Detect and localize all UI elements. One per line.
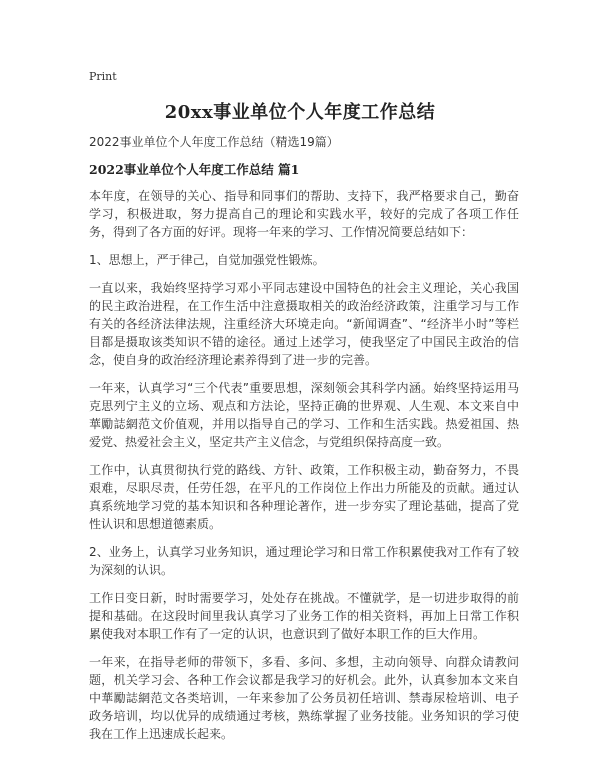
paragraph-point-2: 2、业务上，认真学习业务知识，通过理论学习和日常工作积累使我对工作有了较为深刻的认识。: [89, 545, 519, 577]
print-label: Print: [89, 70, 117, 83]
paragraph: 工作日变日新，时时需要学习，处处存在挑战。不懂就学，是一切进步取得的前提和基础。在这段时间里我认真学习了业务工作的相关资料，再加上日常工作积累使我对本职工作有了一定的认识，也意识到了做好本职工作的巨大作用。: [89, 591, 519, 641]
document-title: 20xx事业单位个人年度工作总结: [164, 102, 436, 123]
paragraph: 工作中，认真贯彻执行党的路线、方针、政策，工作积极主动，勤奋努力，不畏艰难，尽职尽责，任劳任怨，在平凡的工作岗位上作出力所能及的贡献。通过认真系统地学习党的基本知识和各种理论著作，进一步夯实了理论基础，提高了党性认识和思想道德素质。: [89, 463, 519, 531]
document-subtitle: 2022事业单位个人年度工作总结（精选19篇）: [89, 135, 339, 149]
paragraph: 一年来，在指导老师的带领下，多看、多问、多想，主动向领导、向群众请教问题，机关学习会、各种工作会议都是我学习的好机会。此外，认真参加本文来自中華勵誌網范文各类培训，一年来参加了公务员初任培训、禁毒尿检培训、电子政务培训，均以优异的成绩通过考核，熟练掌握了业务技能。业务知识的学习使我在工作上迅速成长起来。: [89, 655, 519, 741]
paragraph: 一直以来，我始终坚持学习邓小平同志建设中国特色的社会主义理论，关心我国的民主政治进程，在工作生活中注意摄取相关的政治经济政策，注重学习与工作有关的各经济法律法规，注重经济大环境走向。“新闻调查”、“经济半小时”等栏目都是摄取该类知识不错的途径。通过上述学习，使我坚定了中国民主政治的信念，使自身的政治经济理论素养得到了进一步的完善。: [89, 281, 519, 367]
section-heading: 2022事业单位个人年度工作总结 篇1: [89, 162, 300, 177]
document-body: [89, 187, 519, 753]
paragraph: 一年来，认真学习“三个代表”重要思想，深刻领会其科学内涵。始终坚持运用马克思列宁主义的立场、观点和方法论，坚持正确的世界观、人生观、本文来自中華勵誌網范文价值观，并用以指导自己的学习、工作和生活实践。热爱祖国、热爱党、热爱社会主义，坚定共产主义信念，与党组织保持高度一致。: [89, 381, 519, 449]
paragraph-intro: 本年度，在领导的关心、指导和同事们的帮助、支持下，我严格要求自己，勤奋学习，积极进取，努力提高自己的理论和实践水平，较好的完成了各项工作任务，得到了各方面的好评。现将一年来的学习、工作情况简要总结如下：: [89, 189, 519, 239]
paragraph-point-1: 1、思想上，严于律己，自觉加强党性锻炼。: [89, 253, 325, 267]
